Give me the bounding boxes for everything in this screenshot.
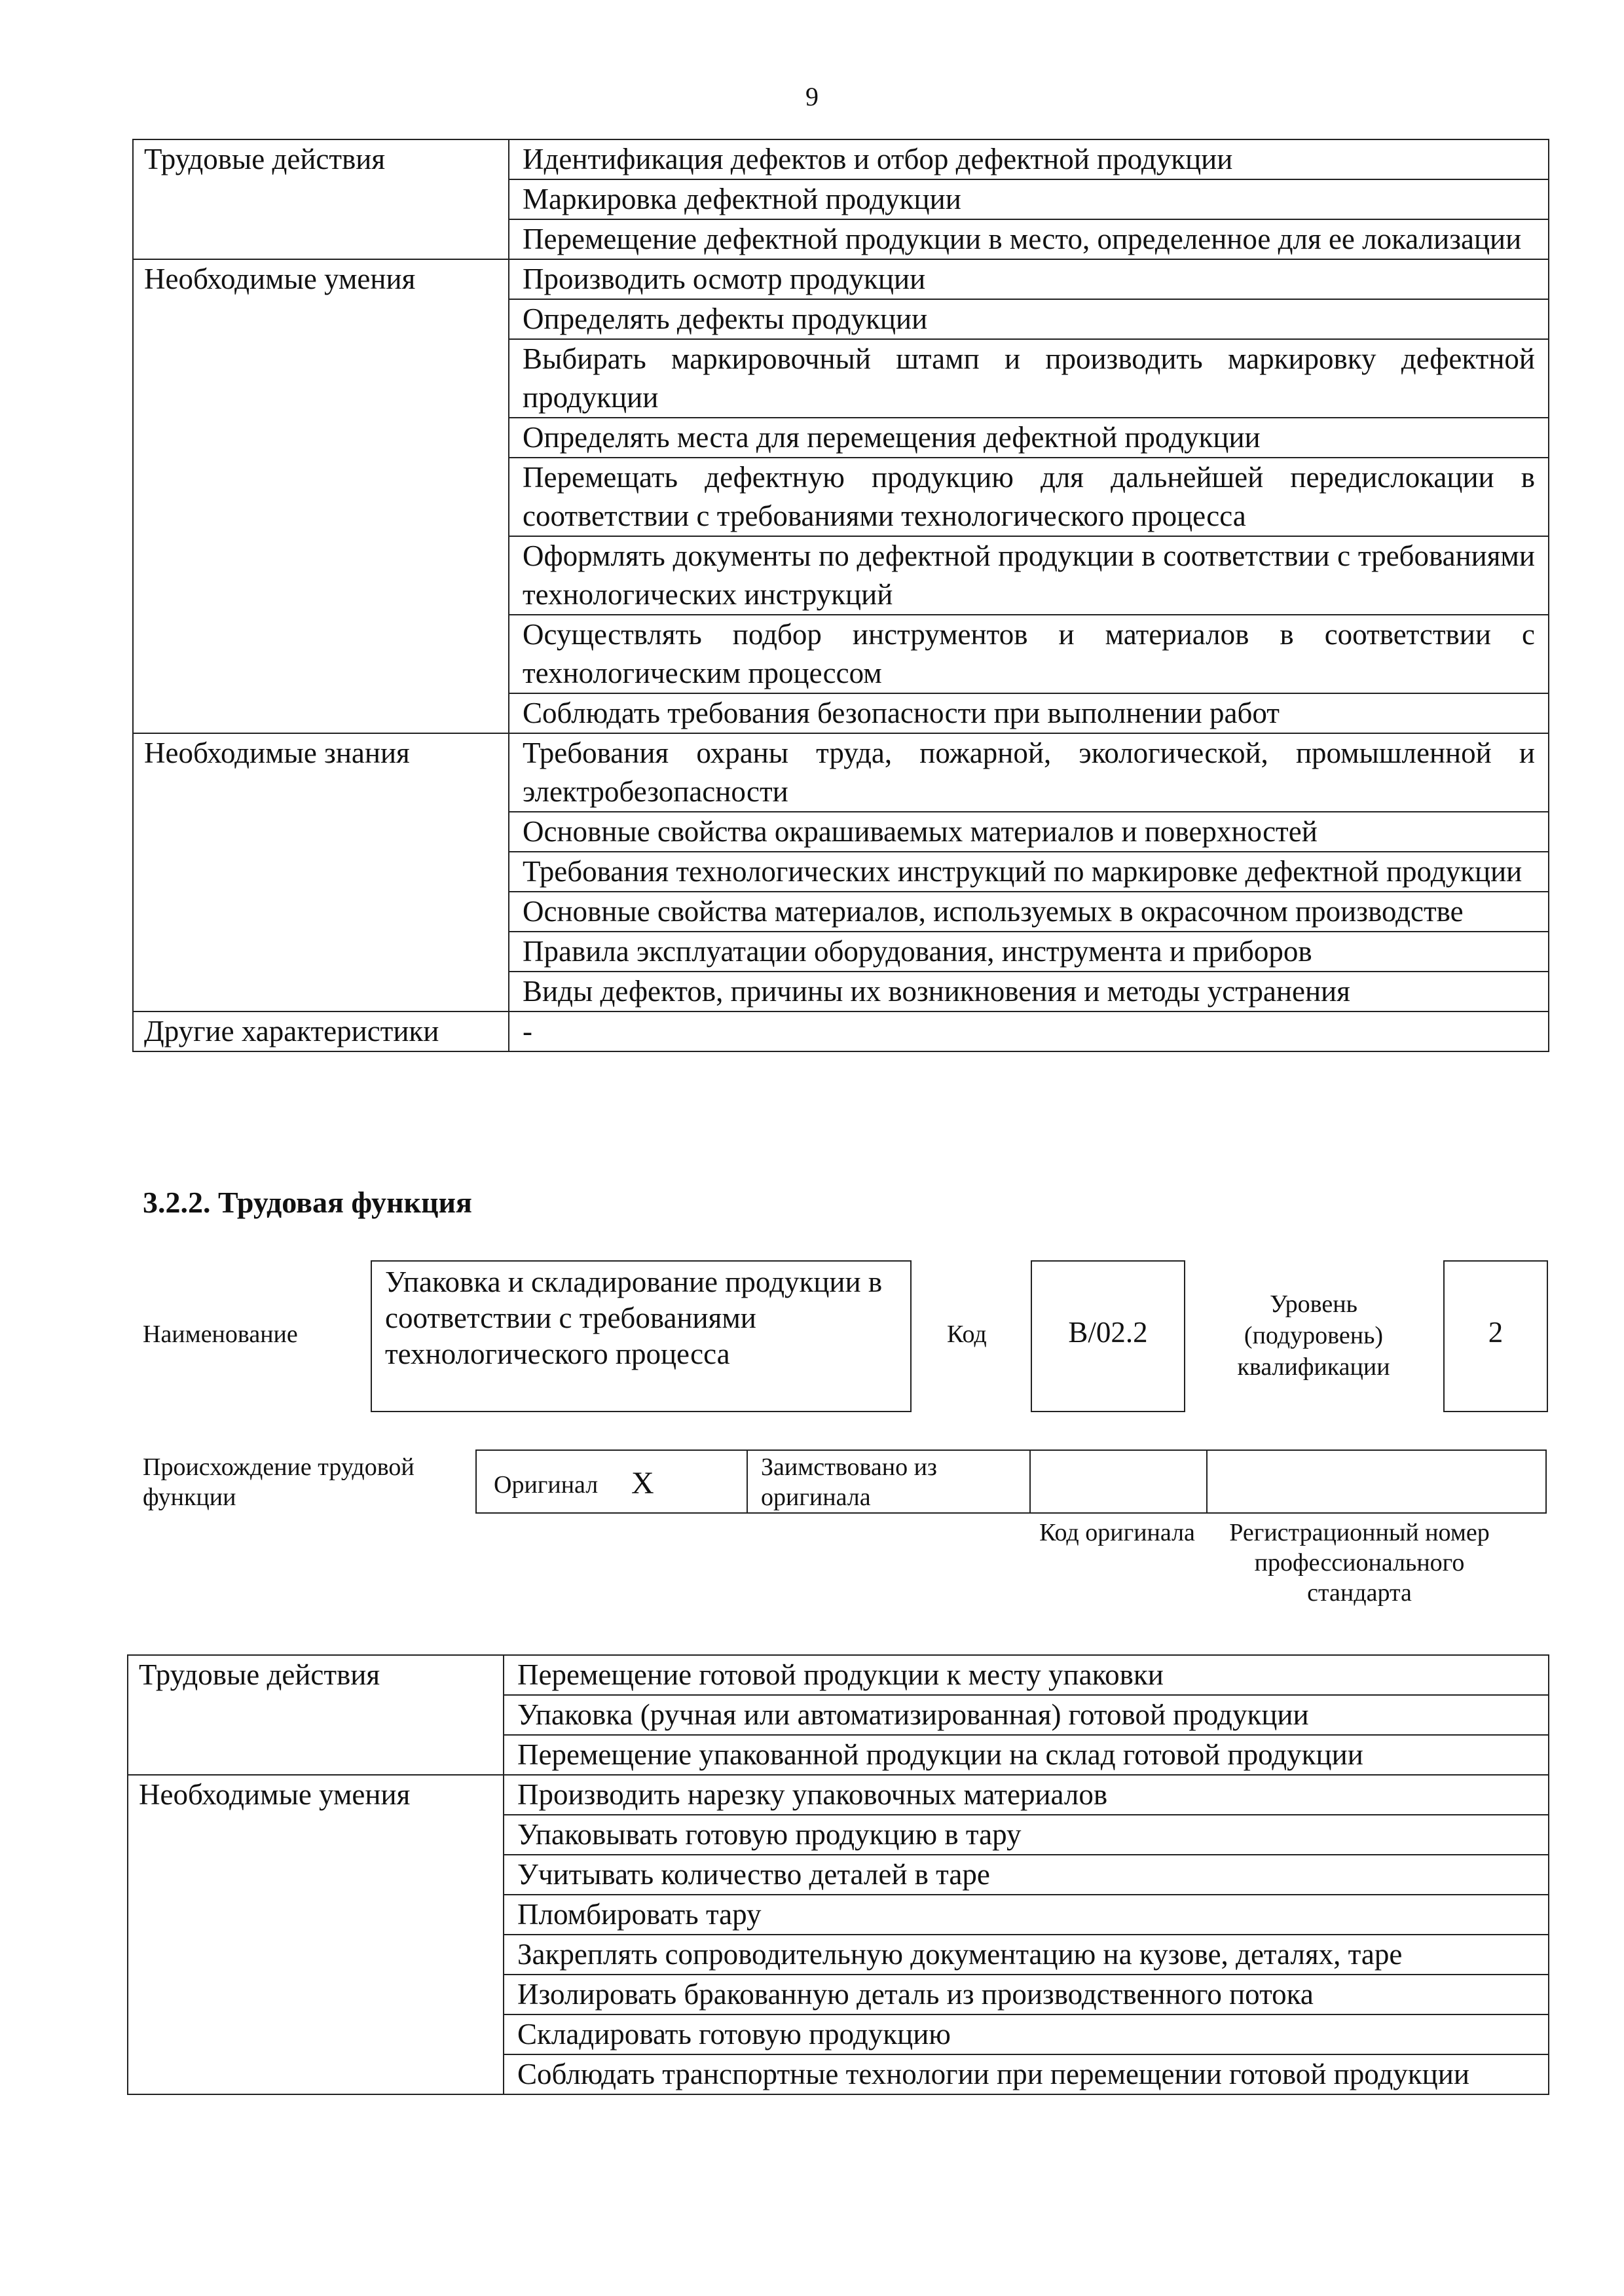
level-label: Уровень (подуровень) квалификации [1237,1290,1390,1381]
name-label: Наименование [143,1321,298,1348]
table-row [133,1011,1549,1051]
row-header: Другие характеристики [133,1011,509,1051]
table-cell: - [509,1011,1549,1051]
table-row [128,1775,1549,1815]
table-cell: Определять места для перемещения дефектной продукции [509,418,1549,458]
table-cell: Правила эксплуатации оборудования, инструмента и приборов [509,932,1549,972]
table-cell: Производить нарезку упаковочных материалов [504,1775,1549,1815]
table-cell: Соблюдать транспортные технологии при перемещении готовой продукции [504,2054,1549,2094]
table-cell: Оформлять документы по дефектной продукции в соответствии с требованиями технологических инструкций [509,536,1549,615]
table-cell: Закреплять сопроводительную документацию на кузове, деталях, таре [504,1935,1549,1975]
original-code-caption: Код оригинала [1039,1519,1195,1546]
table-cell: Требования охраны труда, пожарной, экологической, промышленной и электробезопасности [509,733,1549,812]
table-cell: Соблюдать требования безопасности при выполнении работ [509,693,1549,733]
code-box [1031,1260,1185,1412]
table-cell: Изолировать бракованную деталь из производственного потока [504,1975,1549,2014]
table-cell: Виды дефектов, причины их возникновения и методы устранения [509,972,1549,1011]
origin-divider-2 [1029,1451,1031,1512]
table-cell: Перемещение готовой продукции к месту упаковки [504,1655,1549,1695]
origin-divider-1 [747,1451,748,1512]
origin-divider-3 [1206,1451,1208,1512]
row-header: Необходимые умения [133,259,509,733]
level-value: 2 [1488,1316,1504,1349]
borrowed-label: Заимствовано из оригинала [761,1453,937,1511]
row-header: Необходимые знания [133,733,509,1011]
row-header: Необходимые умения [128,1775,504,2094]
page-number: 9 [805,82,819,111]
table-cell: Перемещать дефектную продукцию для дальнейшей передислокации в соответствии с требованиями технологического процесса [509,458,1549,536]
table-cell: Требования технологических инструкций по маркировке дефектной продукции [509,852,1549,892]
table-cell: Идентификация дефектов и отбор дефектной продукции [509,139,1549,179]
table-cell: Учитывать количество деталей в таре [504,1855,1549,1895]
table-cell: Выбирать маркировочный штамп и производить маркировку дефектной продукции [509,339,1549,418]
row-header: Трудовые действия [128,1655,504,1775]
table-cell: Осуществлять подбор инструментов и материалов в соответствии с технологическим процессом [509,615,1549,693]
name-value: Упаковка и складирование продукции в соответствии с требованиями технологического процесса [385,1266,883,1370]
original-label: Оригинал [494,1471,599,1499]
table-cell: Упаковка (ручная или автоматизированная) готовой продукции [504,1695,1549,1735]
table-row [128,1655,1549,1695]
table-cell: Пломбировать тару [504,1895,1549,1935]
table-cell: Основные свойства окрашиваемых материалов и поверхностей [509,812,1549,852]
table-row [133,139,1549,179]
row-header: Трудовые действия [133,139,509,259]
table-row [133,259,1549,299]
reg-number-caption: Регистрационный номер профессионального стандарта [1229,1519,1490,1607]
competency-table-1 [132,139,1549,1052]
table-cell: Перемещение дефектной продукции в место, определенное для ее локализации [509,219,1549,259]
table-row [133,733,1549,812]
origin-label: Происхождение трудовой функции [143,1453,415,1511]
code-value: B/02.2 [1068,1316,1148,1349]
table-cell: Складировать готовую продукцию [504,2014,1549,2054]
table-cell: Упаковывать готовую продукцию в тару [504,1815,1549,1855]
code-label: Код [947,1321,987,1348]
table-cell: Определять дефекты продукции [509,299,1549,339]
table-cell: Производить осмотр продукции [509,259,1549,299]
table-cell: Маркировка дефектной продукции [509,179,1549,219]
original-mark: X [631,1466,654,1501]
competency-table-2 [127,1654,1549,2095]
table-cell: Основные свойства материалов, используемых в окрасочном производстве [509,892,1549,932]
level-box [1443,1260,1548,1412]
table-cell: Перемещение упакованной продукции на склад готовой продукции [504,1735,1549,1775]
name-box [371,1260,912,1412]
section-title: 3.2.2. Трудовая функция [143,1186,472,1219]
origin-box [475,1449,1547,1514]
